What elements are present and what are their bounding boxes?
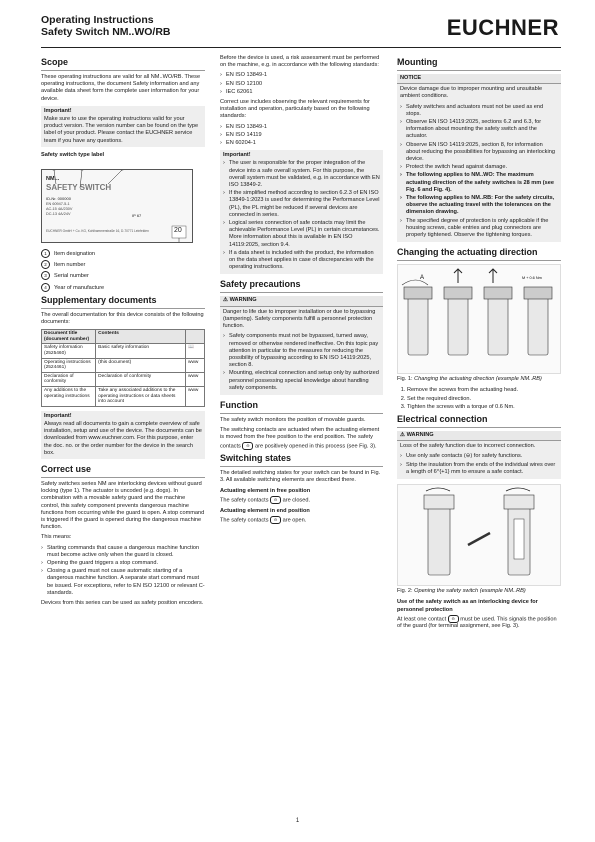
list-item: › Strip the insulation from the ends of the individual wires over a length of 6^{+1} mm to ensure a safe contact.	[400, 462, 558, 476]
nc-contact-icon: ⊖	[270, 496, 281, 504]
actuating-direction-drawing	[398, 265, 562, 373]
supp-intro: The overall documentation for this device consists of the following documents:	[41, 311, 204, 326]
opening-switch-drawing	[398, 485, 562, 585]
heading-correct-use: Correct use	[41, 464, 205, 478]
list-item: › Observe EN ISO 14119:2025, sections 6.2 and 6.3, for information about mounting the safety switch and the actuator.	[400, 119, 558, 141]
interlock-text: At least one contact ⊖ must be used. This signals the position of the guard (for terminal assignment, see Fig. 3).	[397, 615, 557, 630]
scope-text: These operating instructions are valid for all NM..WO/RB. These operating instructions, the document Safety information and any available data sheet form the complete user information for your device.	[41, 74, 201, 102]
label-model: NM...	[46, 176, 60, 183]
list-item: › IEC 62061	[220, 89, 383, 96]
figure-2	[397, 484, 561, 586]
heading-electrical-connection: Electrical connection	[397, 414, 561, 428]
legend-item-3: 3 Serial number	[41, 271, 205, 280]
type-label-image	[41, 169, 193, 243]
list-item: › If a data sheet is included with the product, the information on the data sheet applies in case of discrepancies with the operating instructions.	[223, 250, 380, 272]
list-item: › Starting commands that cause a dangerous machine function must become active only when the guard is closed.	[41, 545, 205, 559]
nc-contact-icon: ⊖	[448, 615, 459, 623]
label-a: A	[420, 275, 425, 282]
important-box-1	[41, 106, 205, 147]
page-number: 1	[295, 818, 300, 824]
figure-1-caption: Fig. 1: Changing the actuating direction (example NM..RB)	[397, 376, 542, 383]
table-row: Safety information (2525460) Basic safety information 📖	[42, 344, 205, 358]
column-right	[397, 55, 561, 634]
www-icon: www	[186, 387, 205, 407]
warning-icon: ⚠	[400, 432, 406, 439]
heading-safety-precautions: Safety precautions	[220, 279, 383, 293]
book-icon: 📖	[186, 344, 205, 358]
standards-list-1	[220, 72, 383, 96]
label-address: EUCHNER GmbH + Co. KG, Kohlhammerstraße 16, D-70771 Leinfelden	[46, 229, 149, 234]
warning-box: ⚠ WARNING Danger to life due to improper installation or due to bypassing (tampering). Safety components fulfill a personnel protection function. › Safety components must not be bypassed, turned away, removed or otherwise rendered ineffective. On this topic pay attention in particular to the measures for reducing the possibility of bypassing according to EN ISO 14119:2025, section 8. › Mounting, electrical connection and setup only by authorized personnel possessing special knowledge about handling safety components.	[220, 296, 383, 394]
table-header-title: Document title (document number)	[42, 330, 96, 344]
list-item: › The specified degree of protection is only applicable if the housing screws, cable entries and plug connectors are properly tightened. Observe the tightening torques.	[400, 218, 558, 240]
interlock-heading: Use of the safety switch as an interlocking device for personnel protection	[397, 599, 538, 613]
correct-use-list	[41, 545, 205, 597]
list-item: › If the simplified method according to section 6.2.3 of EN ISO 13849-1:2023 is used for determining the Performance Level (PL), the PL might be reduced if several devices are connected in series.	[223, 190, 380, 219]
list-item: › Logical series connection of safe contacts may limit the achievable Performance Level (PL) in certain circumstances. More information about this is available in EN ISO 14119:2025, section 9.4.	[223, 220, 380, 249]
important-box-2: Important! Always read all documents to gain a complete overview of safe installation, setup and use of the device. The documents can be downloaded from www.euchner.com. For this purpose, enter the doc. no. or the order number for the device in the search box.	[41, 411, 205, 459]
list-item: › The following applies to NM..WO: The maximum actuating direction of the safety switches is 28 mm (see Fig. 6 and Fig. 4).	[400, 172, 558, 194]
list-item: › Safety components must not be bypassed, turned away, removed or otherwise rendered ineffective. On this topic pay attention in particular to the measures for reducing the possibility of bypassing according to EN ISO 14119:2025, section 8.	[223, 333, 380, 369]
list-item: › Protect the switch head against damage.	[400, 164, 558, 171]
label-legend	[41, 249, 205, 292]
heading-function: Function	[220, 400, 383, 414]
list-item: › EN ISO 13849-1	[220, 72, 383, 79]
warning-icon: ⚠	[223, 297, 229, 304]
torque-label: M + 0.6 Nm	[522, 276, 542, 281]
list-item: › EN 60204-1	[220, 140, 383, 147]
legend-item-4: 4 Year of manufacture	[41, 283, 205, 292]
list-item: › The user is responsible for the proper integration of the device into a safe overall system. For this purpose, the overall system must be validated, e.g. in accordance with EN ISO 13849-2.	[223, 160, 380, 189]
legend-item-1: 1 Item designation	[41, 249, 205, 258]
euchner-logo: EUCHNER	[446, 15, 559, 40]
document-title	[41, 14, 171, 38]
label-ratings: EN 60947-5-1 AC-15 4A/230V DC-13 4A/24V	[46, 202, 73, 217]
list-item: › EN ISO 13849-1	[220, 124, 383, 131]
label-year: 20	[174, 227, 182, 235]
list-item: › Safety switches and actuators must not be used as end stops.	[400, 104, 558, 118]
important-title: Important!	[44, 107, 72, 114]
heading-changing-direction: Changing the actuating direction	[397, 247, 561, 261]
list-item: › Observe EN ISO 14119:2025, section 8, for information about reducing the possibilities for bypassing an interlocking device.	[400, 142, 558, 164]
documents-table	[41, 329, 205, 407]
important-box-3: Important! › The user is responsible for the proper integration of the device into a safe overall system. For this purpose, the overall system must be validated, e.g. in accordance with EN ISO 13849-2. › If the simplified method according to section 6.2.3 of EN ISO 13849-1:2023 is used for determining the Performance Level (PL), the PL might be reduced if several devices are connected in series. › Logical series connection of safe contacts may limit the achievable Performance Level (PL) in certain circumstances. More information about this is available in EN ISO 14119:2025, section 9.4. › If a data sheet is included with the product, the information on the data sheet applies in case of discrepancies with the operating instructions.	[220, 150, 383, 274]
notice-title: NOTICE	[397, 74, 561, 84]
table-row: Any additions to the operating instructions Take any associated additions to the operating instructions or data sheets into account www	[42, 387, 205, 407]
steps-list: 1. Remove the screws from the actuating head. 2. Set the required direction. 3. Tighten the screws with a torque of 0.6 Nm.	[397, 387, 561, 411]
header-rule	[41, 47, 561, 48]
table-header-contents: Contents	[96, 330, 186, 344]
important-text: Make sure to use the operating instructions valid for your product version. The version number can be found on the type label of your product. Please contact the EUCHNER service team if you have any questions.	[44, 116, 199, 144]
list-item: › Mounting, electrical connection and setup only by authorized personnel possessing special knowledge about handling safety components.	[223, 370, 380, 392]
column-middle: Before the device is used, a risk assessment must be performed on the machine, e.g. in accordance with the following standards: › EN ISO 13849-1 › EN ISO 12100 › IEC 62061 Correct use includes observing the relevant requirements for installation and operation, particularly based on the following standards: › EN ISO 13849-1 › EN ISO 14119 › EN 60204-1 Important! › The user is responsible for the proper integration of the device into a safe overall system. For this purpose, the overall system must be validated, e.g. in accordance with EN ISO 13849-2. › If the simplified method according to section 6.2.3 of EN ISO 13849-1:2023 is used for determining the Performance Level (PL), the PL might be reduced if several devices are connected in series. › Logical series connection of safe contacts may limit the achievable Performance Level (PL) in certain circumstances. More information about this is available in EN ISO 14119:2025, section 9.4. › If a data sheet is included with the product, the information on the data sheet applies in case of discrepancies with the operating instructions. Safety precautions ⚠ WARNING Danger to life due to improper installation or due to bypassing (tampering). Safety components fulfill a personnel protection function. › Safety components must not be bypassed, turned away, removed or otherwise rendered ineffective. On this topic pay attention in particular to the measures for reducing the possibility of bypassing according to EN ISO 14119:2025, section 8. › Mounting, electrical connection and setup only by authorized personnel possessing special knowledge about handling safety components. Function The safety switch monitors the position of movable guards. The switching contacts are actuated when the actuating element is moved from the free position to the end position. The safety contacts ⊖ are positively opened in this process (see Fig. 3). Switching states The detailed switching states for your switch can be found in Fig. 3. All available switching elements are described there. Actuating element in free position The safety contacts ⊖ are closed. Actuating element in end position The safety contacts ⊖ are open.	[220, 55, 383, 527]
title-line-2: Safety Switch NM..WO/RB	[41, 26, 171, 38]
list-item: › Use only safe contacts (⊖) for safety functions.	[400, 453, 558, 460]
standards-list-2	[220, 124, 383, 148]
page-header	[0, 0, 595, 52]
table-row: Declaration of conformity Declaration of conformity www	[42, 372, 205, 386]
figure-1	[397, 264, 561, 374]
warning-title: ⚠ WARNING	[220, 296, 383, 306]
heading-mounting: Mounting	[397, 57, 561, 71]
www-icon: www	[186, 358, 205, 372]
legend-item-2: 2 Item number	[41, 260, 205, 269]
list-item: › Closing a guard must not cause automatic starting of a dangerous machine function. A separate start command must be issued. For exceptions, refer to EN ISO 12100 or relevant C-standards.	[41, 568, 205, 597]
label-ip: IP 67	[132, 213, 142, 219]
figure-2-caption: Fig. 2: Opening the safety switch (example NM..RB)	[397, 588, 526, 595]
nc-contact-icon: ⊖	[270, 516, 281, 524]
label-id: ID-Nr. 000000	[46, 196, 71, 202]
function-text: The switching contacts are actuated when the actuating element is moved from the free position to the end position. The safety contacts ⊖ are positively opened in this process (see Fig. 3).	[220, 427, 380, 450]
table-row: Operating instructions (2524461) (this document) www	[42, 358, 205, 372]
list-item: › EN ISO 12100	[220, 81, 383, 88]
heading-scope: Scope	[41, 57, 205, 71]
list-item: › EN ISO 14119	[220, 132, 383, 139]
column-left: Scope These operating instructions are valid for all NM..WO/RB. These operating instructions, the document Safety information and any available data sheet form the complete user information for your device. Important! Make sure to use the operating instructions valid for your product version. The version number can be found on the type label of your product. Please contact the EUCHNER service team if you have any questions. Safety switch type label NM... SAFETY SWITCH ID-Nr. 000000 EN 60947-5-1 AC-15 4A/230V DC-13 4A/24V IP 67 EUCHNER GmbH + Co. KG, Kohlhammerstraße 16, D-70771 Leinfelden 20 1 Item designation 2 Item number 3 Serial number 4 Year of manufacture Supplementary documents The overall documentation for this device consists of the following documents: Document title (document number) Contents Safety information (2525460) Basic safety information 📖 Operating instructions (2524461) (this document) www Declaration of conformity Declaration of conformity www Any additions to the operating instructions Take any associated additions to the operating instructions or data sheets into account www Important! Always read all documents to gain a complete overview of safe installation, setup and use of the device. The documents can be downloaded from www.euchner.com. For this purpose, enter the doc. no. or the order number for the device in the search box. Correct use Safety switches series NM are interlocking devices without guard locking (type 1). The actuator is uncoded (e.g. dogs). In combination with a movable safety guard and the machine control, this safety component prevents dangerous machine functions from occurring while the guard is open. A stop command is triggered if the guard is opened during the dangerous machine function. This means: › Starting commands that cause a dangerous machine function must become active only when the guard is closed. › Opening the guard triggers a stop command. › Closing a guard must not cause automatic starting of a dangerous machine function. A separate start command must be issued. For exceptions, refer to EN ISO 12100 or relevant C-standards. Devices from this series can be used as safety position encoders.	[41, 55, 205, 610]
heading-supplementary: Supplementary documents	[41, 295, 205, 309]
type-label-caption: Safety switch type label	[41, 151, 105, 158]
label-safety: SAFETY SWITCH	[46, 183, 112, 193]
notice-box: NOTICE Device damage due to improper mounting and unsuitable ambient conditions. › Safety switches and actuators must not be used as end stops. › Observe EN ISO 14119:2025, sections 6.2 and 6.3, for information about mounting the safety switch and the actuator. › Observe EN ISO 14119:2025, section 8, for information about reducing the possibilities for bypassing an interlocking device. › Protect the switch head against damage. › The following applies to NM..WO: The maximum actuating direction of the safety switches is 28 mm (see Fig. 6 and Fig. 4). › The following applies to NM..RB: For the safety circuits, observe the actuating travel with the tolerances on the dimension drawing. › The specified degree of protection is only applicable if the housing screws, cable entries and plug connectors are properly tightened. Observe the tightening torques.	[397, 74, 561, 242]
title-line-1: Operating Instructions	[41, 14, 154, 26]
electrical-warning-box: ⚠ WARNING Loss of the safety function due to incorrect connection. › Use only safe contacts (⊖) for safety functions. › Strip the insulation from the ends of the individual wires over a length of 6^{+1} mm to ensure a safe contact.	[397, 431, 561, 479]
nc-contact-icon: ⊖	[242, 442, 253, 450]
list-item: › The following applies to NM..RB: For the safety circuits, observe the actuating travel with the tolerances on the dimension drawing.	[400, 195, 558, 217]
heading-switching-states: Switching states	[220, 453, 383, 467]
www-icon: www	[186, 372, 205, 386]
list-item: › Opening the guard triggers a stop command.	[41, 560, 205, 567]
